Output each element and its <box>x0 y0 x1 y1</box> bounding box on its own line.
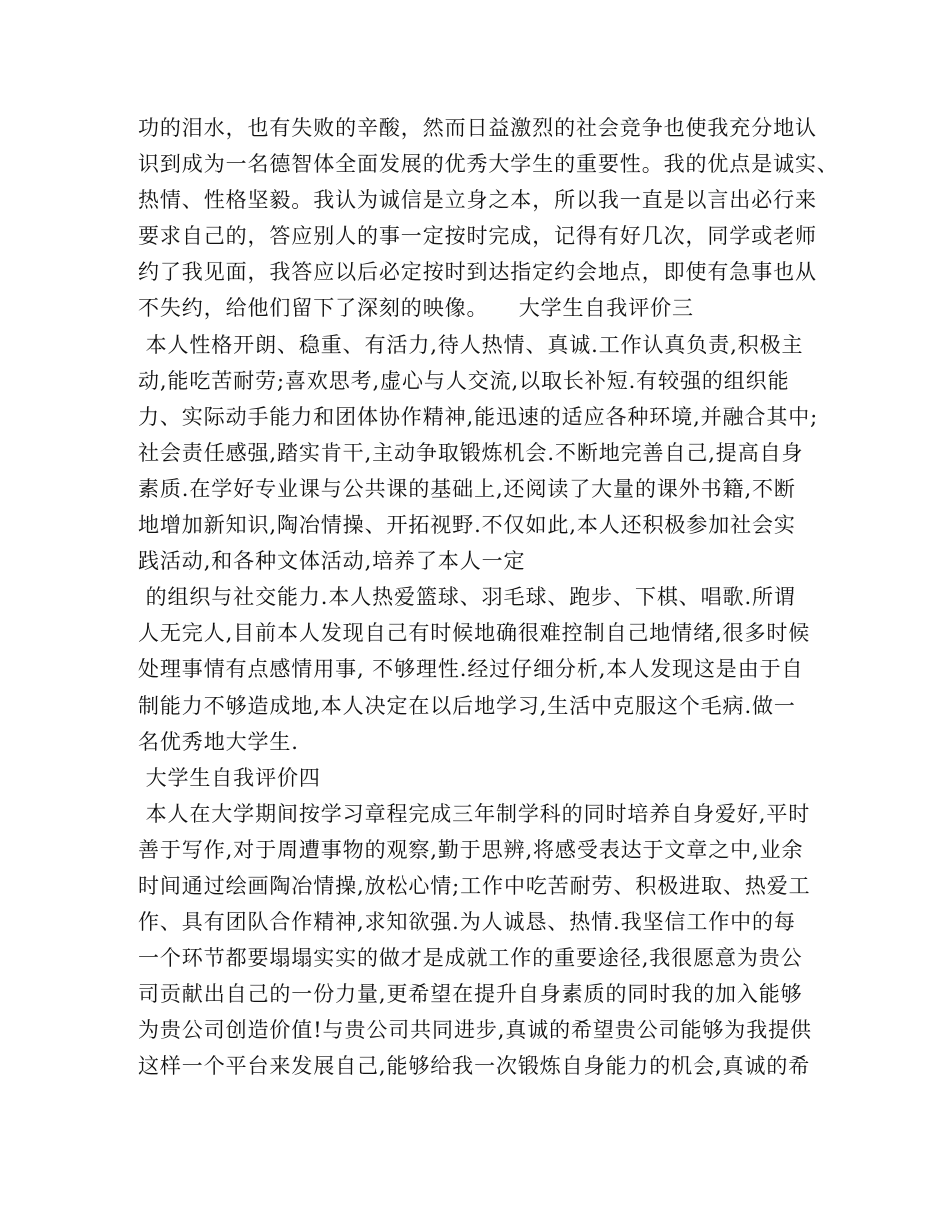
text-line: 人无完人,目前本人发现自己有时候地确很难控制自己地情绪,很多时候 <box>138 621 811 646</box>
text-line: 时间通过绘画陶冶情操,放松心情;工作中吃苦耐劳、积极进取、热爱工 <box>138 873 811 898</box>
text-line: 社会责任感强,踏实肯干,主动争取锻炼机会.不断地完善自己,提高自身 <box>138 440 804 465</box>
text-line: 这样一个平台来发展自己,能够给我一次锻炼自身能力的机会,真诚的希 <box>138 1054 811 1079</box>
text-line: 热情、性格坚毅。我认为诚信是立身之本，所以我一直是以言出必行来 <box>138 188 817 213</box>
text-line: 处理事情有点感情用事, 不够理性.经过仔细分析,本人发现这是由于自 <box>138 657 804 682</box>
text-line: 不失约，给他们留下了深刻的映像。 大学生自我评价三 <box>138 296 694 321</box>
text-line: 一个环节都要塌塌实实的做才是成就工作的重要途径,我很愿意为贵公 <box>138 946 803 971</box>
text-line: 为贵公司创造价值!与贵公司共同进步,真诚的希望贵公司能够为我提供 <box>138 1018 812 1043</box>
text-line: 名优秀地大学生. <box>138 729 299 754</box>
text-line: 要求自己的，答应别人的事一定按时完成，记得有好几次，同学或老师 <box>138 224 817 249</box>
text-line: 的组织与社交能力.本人热爱篮球、羽毛球、跑步、下棋、唱歌.所谓 <box>138 585 796 610</box>
text-line: 识到成为一名德智体全面发展的优秀大学生的重要性。我的优点是诚实、 <box>138 152 839 177</box>
text-line: 动,能吃苦耐劳;喜欢思考,虚心与人交流,以取长补短.有较强的组织能 <box>138 368 790 393</box>
text-line: 善于写作,对于周遭事物的观察,勤于思辨,将感受表达于文章之中,业余 <box>138 837 804 862</box>
section-heading: 大学生自我评价四 <box>138 765 321 790</box>
text-line: 践活动,和各种文体活动,培养了本人一定 <box>138 549 526 574</box>
text-line: 本人性格开朗、稳重、有活力,待人热情、真诚.工作认真负责,积极主 <box>138 332 804 357</box>
text-line: 约了我见面，我答应以后必定按时到达指定约会地点，即使有急事也从 <box>138 260 817 285</box>
text-line: 本人在大学期间按学习章程完成三年制学科的同时培养自身爱好,平时 <box>138 801 811 826</box>
text-line: 力、实际动手能力和团体协作精神,能迅速的适应各种环境,并融合其中; <box>138 404 819 429</box>
text-line: 素质.在学好专业课与公共课的基础上,还阅读了大量的课外书籍,不断 <box>138 476 796 501</box>
text-line: 作、具有团队合作精神,求知欲强.为人诚恳、热情.我坚信工作中的每 <box>138 910 796 935</box>
document-page <box>138 110 839 1085</box>
text-line: 功的泪水，也有失败的辛酸，然而日益激烈的社会竞争也使我充分地认 <box>138 116 817 140</box>
text-line: 司贡献出自己的一份力量,更希望在提升自身素质的同时我的加入能够 <box>138 982 803 1007</box>
text-line: 地增加新知识,陶冶情操、开拓视野.不仅如此,本人还积极参加社会实 <box>138 513 796 538</box>
text-line: 制能力不够造成地,本人决定在以后地学习,生活中克服这个毛病.做一 <box>138 693 796 718</box>
